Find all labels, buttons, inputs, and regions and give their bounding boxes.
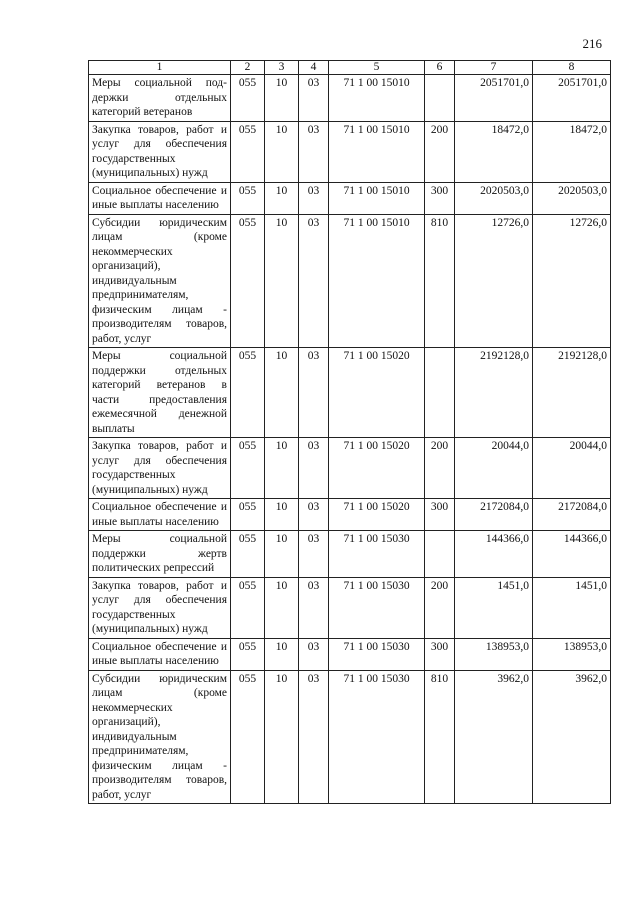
cell-vr (425, 348, 455, 438)
cell-vr: 810 (425, 214, 455, 348)
cell-ved: 055 (231, 348, 265, 438)
budget-table (88, 60, 611, 804)
cell-rz: 10 (265, 670, 299, 804)
table-row (89, 182, 611, 214)
cell-vr: 200 (425, 577, 455, 638)
cell-sum-1: 12726,0 (455, 214, 533, 348)
cell-rz: 10 (265, 531, 299, 578)
cell-rz: 10 (265, 499, 299, 531)
cell-sum-1: 138953,0 (455, 638, 533, 670)
cell-sum-1: 1451,0 (455, 577, 533, 638)
row-name: Социальное обеспечение и иные выплаты населению (89, 182, 231, 214)
table-row (89, 121, 611, 182)
cell-rz: 10 (265, 182, 299, 214)
cell-pr: 03 (299, 348, 329, 438)
column-header: 4 (299, 61, 329, 75)
row-name: Социальное обеспечение и иные выплаты населению (89, 638, 231, 670)
cell-pr: 03 (299, 638, 329, 670)
page-number: 216 (582, 36, 602, 51)
cell-ved: 055 (231, 121, 265, 182)
table-row (89, 75, 611, 122)
cell-pr: 03 (299, 214, 329, 348)
cell-sum-2: 2172084,0 (533, 499, 611, 531)
row-name: Закупка товаров, работ и услуг для обеспечения государственных (муниципальных) нужд (89, 577, 231, 638)
cell-pr: 03 (299, 121, 329, 182)
cell-csr: 71 1 00 15030 (329, 638, 425, 670)
cell-rz: 10 (265, 348, 299, 438)
column-header: 5 (329, 61, 425, 75)
row-name: Закупка товаров, работ и услуг для обеспечения государственных (муниципальных) нужд (89, 121, 231, 182)
cell-vr: 200 (425, 121, 455, 182)
cell-sum-1: 2051701,0 (455, 75, 533, 122)
cell-sum-1: 144366,0 (455, 531, 533, 578)
cell-sum-2: 18472,0 (533, 121, 611, 182)
row-name: Меры социальной под-держки отдельных категорий ветеранов (89, 75, 231, 122)
cell-csr: 71 1 00 15010 (329, 121, 425, 182)
column-header: 1 (89, 61, 231, 75)
column-header: 8 (533, 61, 611, 75)
cell-sum-1: 2172084,0 (455, 499, 533, 531)
cell-rz: 10 (265, 438, 299, 499)
cell-pr: 03 (299, 499, 329, 531)
cell-sum-2: 12726,0 (533, 214, 611, 348)
column-header: 7 (455, 61, 533, 75)
cell-sum-1: 20044,0 (455, 438, 533, 499)
cell-vr: 300 (425, 182, 455, 214)
cell-sum-1: 2020503,0 (455, 182, 533, 214)
table-row (89, 531, 611, 578)
cell-ved: 055 (231, 638, 265, 670)
cell-vr (425, 531, 455, 578)
cell-sum-2: 144366,0 (533, 531, 611, 578)
cell-vr: 810 (425, 670, 455, 804)
cell-csr: 71 1 00 15030 (329, 531, 425, 578)
cell-csr: 71 1 00 15030 (329, 670, 425, 804)
cell-ved: 055 (231, 577, 265, 638)
cell-csr: 71 1 00 15020 (329, 348, 425, 438)
cell-sum-1: 3962,0 (455, 670, 533, 804)
cell-sum-2: 1451,0 (533, 577, 611, 638)
cell-sum-1: 18472,0 (455, 121, 533, 182)
row-name: Закупка товаров, работ и услуг для обеспечения государственных (муниципальных) нужд (89, 438, 231, 499)
cell-pr: 03 (299, 438, 329, 499)
cell-rz: 10 (265, 577, 299, 638)
cell-csr: 71 1 00 15010 (329, 214, 425, 348)
cell-pr: 03 (299, 577, 329, 638)
row-name: Субсидии юридическим лицам (кроме некоммерческих организаций), индивидуальным предпринимателям, физическим лицам - производителям товаров, работ, услуг (89, 670, 231, 804)
cell-csr: 71 1 00 15020 (329, 438, 425, 499)
cell-rz: 10 (265, 121, 299, 182)
header-row (89, 61, 611, 75)
cell-ved: 055 (231, 531, 265, 578)
cell-pr: 03 (299, 75, 329, 122)
cell-vr: 200 (425, 438, 455, 499)
cell-sum-2: 138953,0 (533, 638, 611, 670)
cell-sum-1: 2192128,0 (455, 348, 533, 438)
cell-ved: 055 (231, 182, 265, 214)
cell-csr: 71 1 00 15030 (329, 577, 425, 638)
cell-csr: 71 1 00 15020 (329, 499, 425, 531)
row-name: Меры социальной поддержки жертв политических репрессий (89, 531, 231, 578)
cell-sum-2: 2020503,0 (533, 182, 611, 214)
table-row (89, 438, 611, 499)
cell-ved: 055 (231, 499, 265, 531)
column-header: 3 (265, 61, 299, 75)
table-row (89, 670, 611, 804)
cell-ved: 055 (231, 438, 265, 499)
cell-ved: 055 (231, 670, 265, 804)
table-row (89, 577, 611, 638)
cell-pr: 03 (299, 670, 329, 804)
table-row (89, 499, 611, 531)
cell-vr (425, 75, 455, 122)
cell-rz: 10 (265, 214, 299, 348)
column-header: 2 (231, 61, 265, 75)
cell-sum-2: 2051701,0 (533, 75, 611, 122)
cell-sum-2: 2192128,0 (533, 348, 611, 438)
column-header: 6 (425, 61, 455, 75)
cell-ved: 055 (231, 75, 265, 122)
cell-csr: 71 1 00 15010 (329, 182, 425, 214)
cell-vr: 300 (425, 638, 455, 670)
cell-pr: 03 (299, 531, 329, 578)
table-row (89, 348, 611, 438)
table-row (89, 638, 611, 670)
cell-sum-2: 20044,0 (533, 438, 611, 499)
cell-rz: 10 (265, 75, 299, 122)
cell-csr: 71 1 00 15010 (329, 75, 425, 122)
cell-pr: 03 (299, 182, 329, 214)
row-name: Социальное обеспечение и иные выплаты населению (89, 499, 231, 531)
table-row (89, 214, 611, 348)
cell-rz: 10 (265, 638, 299, 670)
cell-ved: 055 (231, 214, 265, 348)
row-name: Субсидии юридическим лицам (кроме некоммерческих организаций), индивидуальным предпринимателям, физическим лицам - производителям товаров, работ, услуг (89, 214, 231, 348)
row-name: Меры социальной поддержки отдельных категорий ветеранов в части предоставления ежемесячной денежной выплаты (89, 348, 231, 438)
cell-sum-2: 3962,0 (533, 670, 611, 804)
cell-vr: 300 (425, 499, 455, 531)
